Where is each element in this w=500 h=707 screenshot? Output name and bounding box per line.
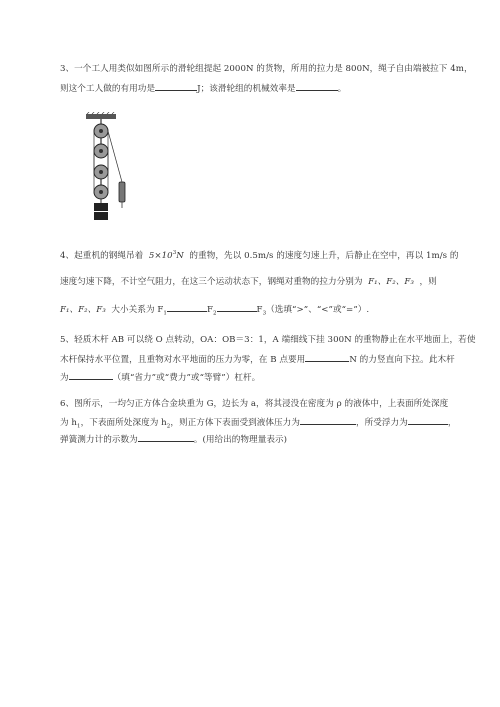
q5-text-a: 木杆保持水平位置，且重物对水平地面的压力为零，在 B 点要用	[60, 355, 306, 365]
q5-text-b: N 的力竖直向下拉。此木杆	[349, 355, 455, 365]
q4-forces-2: F₁、F₂、F₃	[60, 305, 106, 315]
ropes	[94, 131, 122, 192]
q4-sub-3: 3	[262, 310, 267, 317]
q6-text-c: ，则正方体下表面受到液体压力为	[170, 418, 300, 428]
spring-scale	[119, 182, 125, 202]
q4-mass-base: 5×10	[148, 251, 173, 261]
q4-mass-exp: 3	[172, 250, 177, 257]
q6-answer-blank-3[interactable]	[138, 432, 194, 442]
q6-answer-blank-1[interactable]	[300, 415, 356, 425]
q4-text-c: 速度匀速下降，不计空气阻力，在这三个运动状态下，钢绳对重物的拉力分别为	[60, 277, 363, 287]
ceiling-beam	[86, 114, 116, 119]
ceiling-hatch	[87, 112, 115, 114]
q4-f2: F	[206, 305, 213, 315]
q4-line-3	[60, 302, 450, 316]
q4-text-b: 的重物，先以 0.5m/s 的速度匀速上升，后静止在空中，再以 1m/s 的	[189, 251, 459, 261]
q4-line-1	[60, 250, 459, 262]
q4-mass-unit: N	[176, 251, 184, 261]
q4-sub-1: 1	[163, 310, 167, 317]
q5-answer-blank-2[interactable]	[69, 370, 113, 380]
q6-sub-1: 1	[77, 423, 81, 430]
load-block-2	[94, 212, 108, 220]
q6-answer-blank-2[interactable]	[408, 415, 448, 425]
q6-text-b: ，下表面所处深度为 h	[80, 418, 167, 428]
q6-text-e: ，	[447, 418, 457, 428]
q5-text-d: （填“省力”或“费力”或“等臂”）杠杆。	[112, 373, 261, 383]
load-block-1	[94, 203, 108, 211]
q4-text-e: 大小关系为 F	[111, 305, 164, 315]
q4-forces: F₁、F₂、F₃	[368, 277, 414, 287]
q6-line-2	[60, 415, 457, 430]
q6-sub-2: 2	[166, 423, 171, 430]
q6-text-d: ，所受浮力为	[355, 418, 408, 428]
q4-sub-2: 2	[212, 310, 217, 317]
pulley-system-figure	[82, 112, 142, 222]
q3-text-a: 则这个工人做的有用功是	[60, 84, 156, 94]
q5-answer-blank-1[interactable]	[305, 352, 349, 362]
q4-answer-blank-2[interactable]	[217, 302, 257, 312]
q4-text-a: 4、起重机的钢绳吊着	[60, 251, 144, 261]
q5-line-1: 5、轻质木杆 AB 可以绕 O 点转动，OA：OB＝3：1，A 端细线下挂 300N 的重物静止在水平地面上，若使	[60, 335, 476, 345]
q5-line-2	[60, 352, 455, 366]
q3-line-1: 3、一个工人用类似如图所示的滑轮组提起 2000N 的货物，所用的拉力是 800N，绳子自由端被拉下 4m，	[60, 64, 473, 74]
q3-text-c: 。	[337, 84, 347, 94]
q4-answer-blank-1[interactable]	[167, 302, 207, 312]
q5-text-c: 为	[60, 373, 69, 383]
q6-text-g: 。(用给出的物理量表示)	[193, 435, 288, 445]
q4-text-f: （选填“>”、“<”或“=”）.	[266, 305, 370, 315]
q5-line-3	[60, 370, 450, 384]
q4-f3: F	[256, 305, 263, 315]
q3-text-b: J；该滑轮组的机械效率是	[197, 84, 296, 94]
q4-line-2	[60, 276, 450, 288]
q6-text-a: 为 h	[60, 418, 78, 428]
q3-answer-blank-1[interactable]	[155, 81, 197, 91]
q6-line-1: 6、图所示，一均匀正方体合金块重为 G，边长为 a，将其浸没在密度为 ρ 的液体中，上表面所处深度	[60, 399, 449, 409]
q3-answer-blank-2[interactable]	[296, 81, 338, 91]
q6-text-f: 弹簧测力计的示数为	[60, 435, 138, 445]
q4-text-d: ，则	[419, 277, 437, 287]
q3-line-2	[60, 81, 450, 95]
q6-line-3	[60, 432, 450, 446]
